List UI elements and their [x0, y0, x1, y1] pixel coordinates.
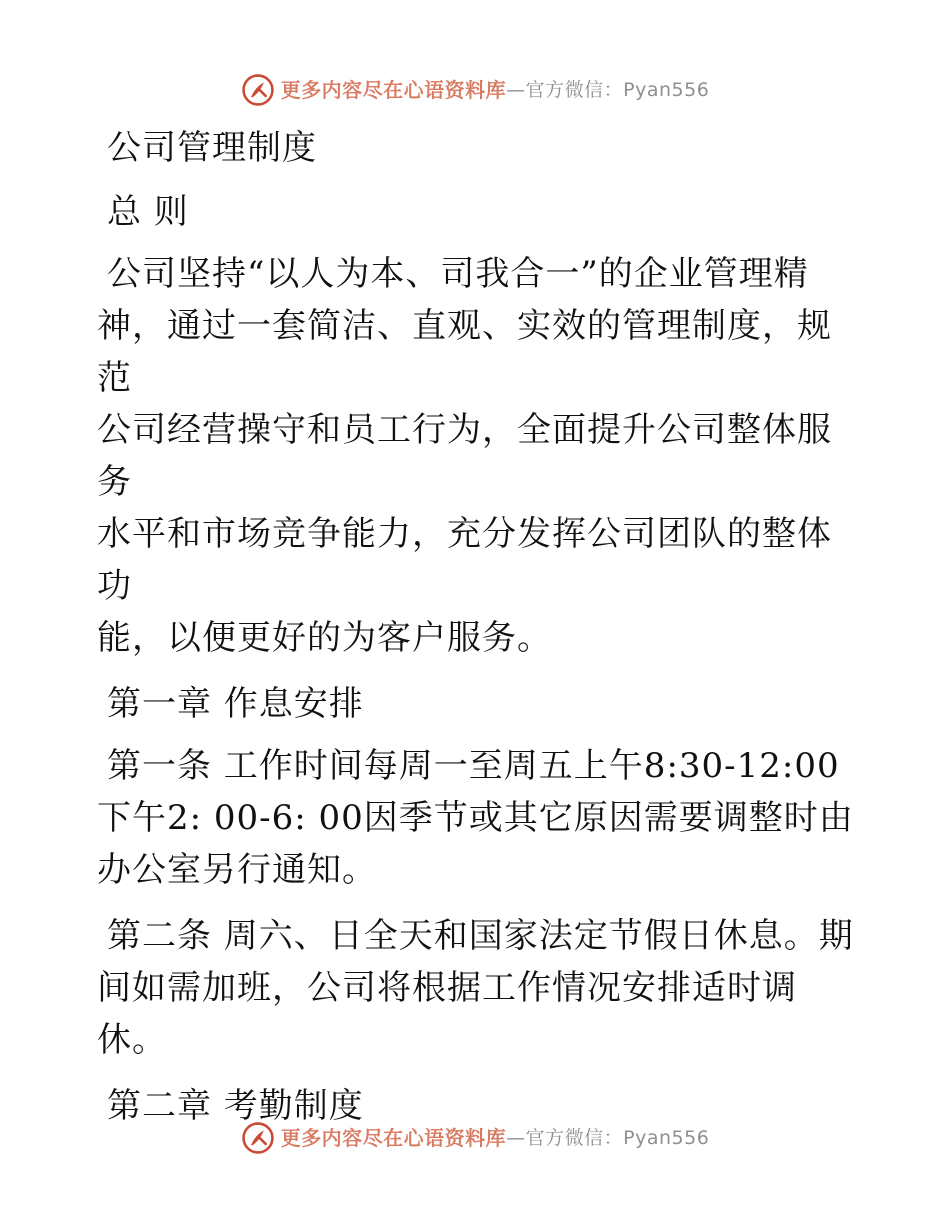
general-line: 神，通过一套简洁、直观、实效的管理制度，规范 [97, 306, 832, 398]
article-1-line: 下午2: 00-6: 00因季节或其它原因需要调整时由 [97, 798, 854, 838]
watermark-banner-bottom [0, 1118, 950, 1158]
watermark-banner-top [0, 70, 950, 110]
chapter-1-heading: 第一章 作息安排 [107, 684, 364, 724]
watermark-main-text: 更多内容尽在心语资料库 [280, 1126, 507, 1150]
article-1-line: 办公室另行通知。 [97, 850, 377, 890]
chapter-2-heading: 第二章 考勤制度 [107, 1086, 364, 1126]
watermark-text [281, 1128, 710, 1148]
document-title: 公司管理制度 [107, 128, 317, 168]
general-line: 公司经营操守和员工行为，全面提升公司整体服务 [97, 410, 832, 502]
article-1-line: 第一条 工作时间每周一至周五上午8:30-12:00 [107, 746, 840, 786]
general-line: 水平和市场竞争能力，充分发挥公司团队的整体功 [97, 514, 832, 606]
article-2-line: 间如需加班，公司将根据工作情况安排适时调休。 [97, 968, 797, 1060]
general-line: 公司坚持“以人为本、司我合一”的企业管理精 [107, 254, 809, 294]
watermark-separator: — [506, 78, 526, 101]
article-2-paragraph [97, 910, 857, 1066]
general-paragraph [97, 248, 857, 664]
watermark-logo-icon [241, 73, 275, 107]
watermark-separator: — [506, 1126, 526, 1149]
watermark-main-text: 更多内容尽在心语资料库 [280, 78, 507, 102]
general-line: 能，以便更好的为客户服务。 [97, 618, 552, 658]
watermark-sub-text: 官方微信：Pyan556 [525, 1126, 710, 1149]
document-content [97, 122, 857, 1142]
watermark-sub-text: 官方微信：Pyan556 [525, 78, 710, 101]
watermark-logo-icon [241, 1121, 275, 1155]
watermark-text [281, 80, 710, 100]
article-1-paragraph [97, 740, 857, 896]
general-heading: 总 则 [107, 192, 189, 232]
article-2-line: 第二条 周六、日全天和国家法定节假日休息。期 [107, 916, 854, 956]
